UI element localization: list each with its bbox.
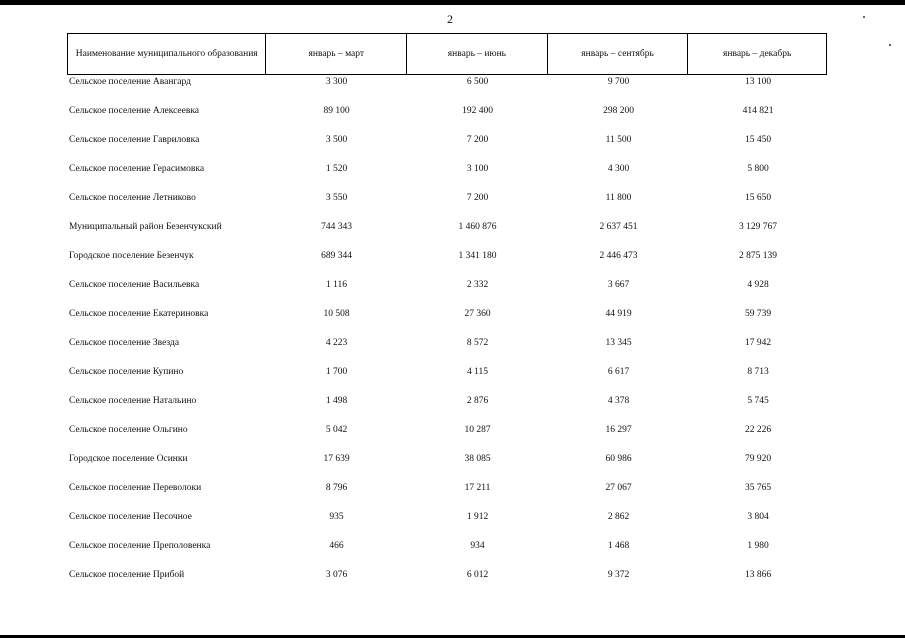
scan-speck <box>863 16 865 18</box>
value-cell: 3 804 <box>747 512 769 522</box>
municipality-name: Сельское поселение Прибой <box>69 570 185 580</box>
municipality-name: Сельское поселение Переволоки <box>69 483 202 493</box>
table-row <box>67 510 827 539</box>
value-cell: 16 297 <box>605 425 632 435</box>
value-cell: 9 700 <box>607 77 630 87</box>
value-cell: 1 460 876 <box>458 222 497 232</box>
value-cell: 35 765 <box>744 483 772 493</box>
column-header-municipality: Наименование муниципального образования <box>68 34 266 74</box>
column-header-q1: январь – март <box>266 34 407 74</box>
value-cell: 10 287 <box>464 425 491 435</box>
column-header-h1: январь – июнь <box>407 34 548 74</box>
value-cell: 2 446 473 <box>599 251 638 261</box>
table-row <box>67 539 827 568</box>
value-cell: 3 300 <box>325 77 348 87</box>
value-cell: 414 821 <box>742 106 774 116</box>
value-cell: 17 639 <box>323 454 350 464</box>
municipality-name: Сельское поселение Герасимовка <box>69 164 205 174</box>
value-cell: 17 211 <box>464 483 491 493</box>
value-cell: 6 617 <box>607 367 630 377</box>
value-cell: 60 986 <box>605 454 632 464</box>
value-cell: 27 067 <box>605 483 632 493</box>
bottom-scan-border <box>0 635 905 638</box>
municipality-name: Сельское поселение Натальино <box>69 396 197 406</box>
value-cell: 3 100 <box>466 164 489 174</box>
table-row <box>67 423 827 452</box>
value-cell: 3 550 <box>325 193 348 203</box>
municipality-name: Сельское поселение Ольгино <box>69 425 188 435</box>
table-body <box>67 75 827 597</box>
table-row <box>67 220 827 249</box>
value-cell: 27 360 <box>464 309 491 319</box>
column-header-9m: январь – сентябрь <box>548 34 689 74</box>
value-cell: 744 343 <box>321 222 352 232</box>
value-cell: 5 042 <box>325 425 348 435</box>
value-cell: 11 500 <box>605 135 632 145</box>
page-number: 2 <box>447 12 453 26</box>
value-cell: 934 <box>470 541 485 551</box>
value-cell: 2 875 139 <box>739 251 777 261</box>
table-row <box>67 394 827 423</box>
value-cell: 22 226 <box>744 425 772 435</box>
value-cell: 4 300 <box>607 164 630 174</box>
value-cell: 10 508 <box>323 309 350 319</box>
value-cell: 4 378 <box>607 396 630 406</box>
value-cell: 2 876 <box>466 396 489 406</box>
value-cell: 6 012 <box>466 570 489 580</box>
table-row <box>67 75 827 104</box>
value-cell: 4 115 <box>466 367 489 377</box>
value-cell: 1 980 <box>747 541 769 551</box>
table-row <box>67 481 827 510</box>
municipality-name: Сельское поселение Авангард <box>69 77 191 87</box>
value-cell: 2 637 451 <box>599 222 638 232</box>
table-row <box>67 278 827 307</box>
value-cell: 2 332 <box>466 280 489 290</box>
municipality-name: Сельское поселение Звезда <box>69 338 180 348</box>
table-row <box>67 452 827 481</box>
value-cell: 1 520 <box>325 164 348 174</box>
value-cell: 44 919 <box>605 309 632 319</box>
value-cell: 13 100 <box>744 77 772 87</box>
value-cell: 1 700 <box>325 367 348 377</box>
value-cell: 192 400 <box>462 106 493 116</box>
value-cell: 2 862 <box>607 512 630 522</box>
municipality-name: Сельское поселение Преполовенка <box>69 541 211 551</box>
value-cell: 13 866 <box>744 570 772 580</box>
municipality-name: Городское поселение Осинки <box>69 454 188 464</box>
value-cell: 8 713 <box>747 367 769 377</box>
municipality-name: Сельское поселение Алексеевка <box>69 106 200 116</box>
value-cell: 59 739 <box>744 309 772 319</box>
value-cell: 6 500 <box>466 77 489 87</box>
table-row <box>67 336 827 365</box>
value-cell: 3 076 <box>325 570 348 580</box>
value-cell: 1 341 180 <box>458 251 497 261</box>
value-cell: 4 928 <box>747 280 769 290</box>
value-cell: 935 <box>329 512 344 522</box>
value-cell: 1 912 <box>466 512 489 522</box>
value-cell: 7 200 <box>466 135 489 145</box>
municipality-name: Сельское поселение Васильевка <box>69 280 200 290</box>
value-cell: 3 129 767 <box>739 222 777 232</box>
municipality-name: Сельское поселение Песочное <box>69 512 192 522</box>
value-cell: 15 450 <box>744 135 772 145</box>
municipality-name: Муниципальный район Безенчукский <box>69 222 222 232</box>
value-cell: 3 667 <box>607 280 630 290</box>
value-cell: 1 116 <box>325 280 348 290</box>
municipality-name: Сельское поселение Гавриловка <box>69 135 200 145</box>
value-cell: 9 372 <box>607 570 630 580</box>
value-cell: 79 920 <box>744 454 772 464</box>
table-row <box>67 104 827 133</box>
value-cell: 1 468 <box>607 541 630 551</box>
municipality-name: Городское поселение Безенчук <box>69 251 194 261</box>
value-cell: 8 796 <box>325 483 348 493</box>
municipality-name: Сельское поселение Екатериновка <box>69 309 209 319</box>
value-cell: 466 <box>329 541 344 551</box>
value-cell: 13 345 <box>605 338 632 348</box>
table-row <box>67 162 827 191</box>
value-cell: 3 500 <box>325 135 348 145</box>
top-scan-border <box>0 0 905 5</box>
column-header-year: январь – декабрь <box>723 49 792 59</box>
table-row <box>67 307 827 336</box>
value-cell: 5 745 <box>747 396 769 406</box>
scan-speck <box>889 44 891 46</box>
value-cell: 17 942 <box>744 338 772 348</box>
table-row <box>67 191 827 220</box>
value-cell: 7 200 <box>466 193 489 203</box>
municipality-name: Сельское поселение Летниково <box>69 193 196 203</box>
value-cell: 1 498 <box>325 396 348 406</box>
value-cell: 689 344 <box>321 251 352 261</box>
table-row <box>67 249 827 278</box>
value-cell: 11 800 <box>605 193 632 203</box>
table-row <box>67 133 827 162</box>
value-cell: 4 223 <box>325 338 348 348</box>
value-cell: 8 572 <box>466 338 489 348</box>
table-row <box>67 568 827 597</box>
value-cell: 298 200 <box>603 106 634 116</box>
table-header <box>67 33 827 75</box>
value-cell: 89 100 <box>323 106 350 116</box>
municipality-name: Сельское поселение Купино <box>69 367 184 377</box>
value-cell: 38 085 <box>464 454 491 464</box>
table-row <box>67 365 827 394</box>
value-cell: 15 650 <box>744 193 772 203</box>
value-cell: 5 800 <box>747 164 769 174</box>
